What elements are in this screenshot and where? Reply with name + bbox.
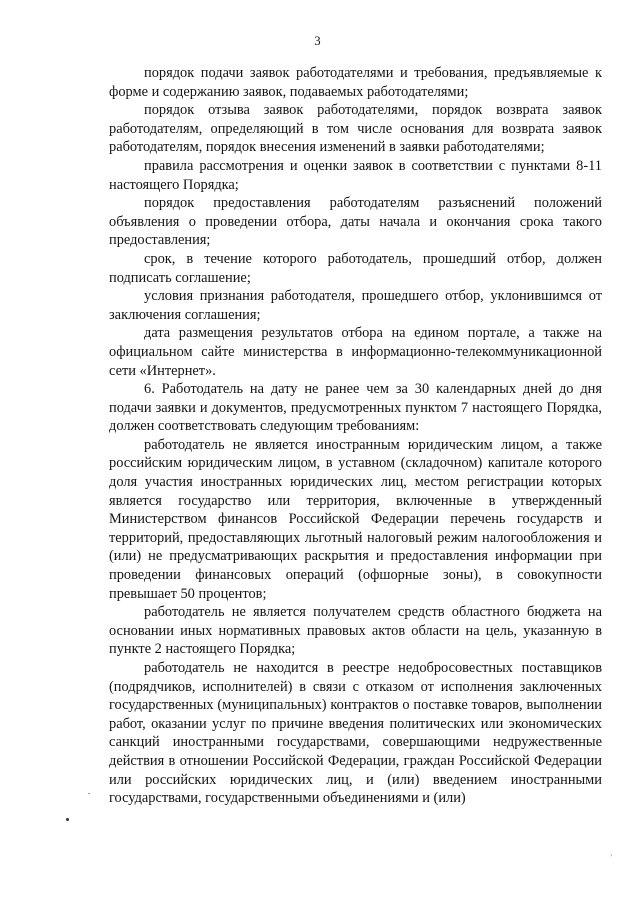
- paragraph-evasion-conditions: условия признания работодателя, прошедшего отбор, уклонившимся от заключения соглашения;: [109, 288, 602, 323]
- paragraph-application-withdrawal: порядок отзыва заявок работодателями, порядок возврата заявок работодателям, определяющий в том числе основания для возврата заявок работодателям, порядок внесения изменений в заявки работодателями;: [109, 102, 602, 156]
- paragraph-budget-recipient: работодатель не является получателем средств областного бюджета на основании иных нормативных правовых актов области на цель, указанную в пункте 2 настоящего Порядка;: [109, 604, 602, 658]
- margin-dot-mark: [66, 818, 69, 821]
- paragraph-results-publication: дата размещения результатов отбора на едином портале, а также на официальном сайте министерства в информационно-телекоммуникационной сети «Интернет».: [109, 325, 602, 379]
- document-body: [109, 64, 602, 808]
- paragraph-item-6-requirements: 6. Работодатель на дату не ранее чем за 30 календарных дней до дня подачи заявки и документов, предусмотренных пунктом 7 настоящего Порядка, должен соответствовать следующим требованиям:: [109, 381, 602, 435]
- margin-scratch-mark: [88, 793, 90, 794]
- paragraph-clarifications: порядок предоставления работодателям разъяснений положений объявления о проведении отбора, даты начала и окончания срока такого предоставления;: [109, 195, 602, 249]
- margin-tick-mark: ›: [610, 851, 613, 859]
- paragraph-application-submission: порядок подачи заявок работодателями и требования, предъявляемые к форме и содержанию заявок, подаваемых работодателями;: [109, 65, 602, 100]
- paragraph-foreign-entity: работодатель не является иностранным юридическим лицом, а также российским юридическим лицом, в уставном (складочном) капитале которого доля участия иностранных юридических лиц, местом регистрации которых является государство или территория, включенные в утвержденный Министерством финансов Российской Федерации перечень государств и территорий, предоставляющих льготный налоговый режим налогообложения и (или) не предусматривающих раскрытия и предоставления информации при проведении финансовых операций (офшорные зоны), в совокупности превышает 50 процентов;: [109, 436, 602, 602]
- paragraph-review-rules: правила рассмотрения и оценки заявок в соответствии с пунктами 8-11 настоящего Порядка;: [109, 157, 602, 193]
- page-number: 3: [314, 34, 321, 48]
- paragraph-signing-deadline: срок, в течение которого работодатель, прошедший отбор, должен подписать соглашение;: [109, 250, 602, 286]
- paragraph-unfair-suppliers: работодатель не находится в реестре недобросовестных поставщиков (подрядчиков, исполнителей) в связи с отказом от исполнения заключенных государственных (муниципальных) контрактов о поставке товаров, выполнении работ, оказании услуг по причине введения политических или экономических санкций иностранными государствами, совершающими недружественные действия в отношении Российской Федерации, граждан Российской Федерации или российских юридических лиц, и (или) введением иностранными государствами, государственными объединениями и (или): [109, 660, 602, 807]
